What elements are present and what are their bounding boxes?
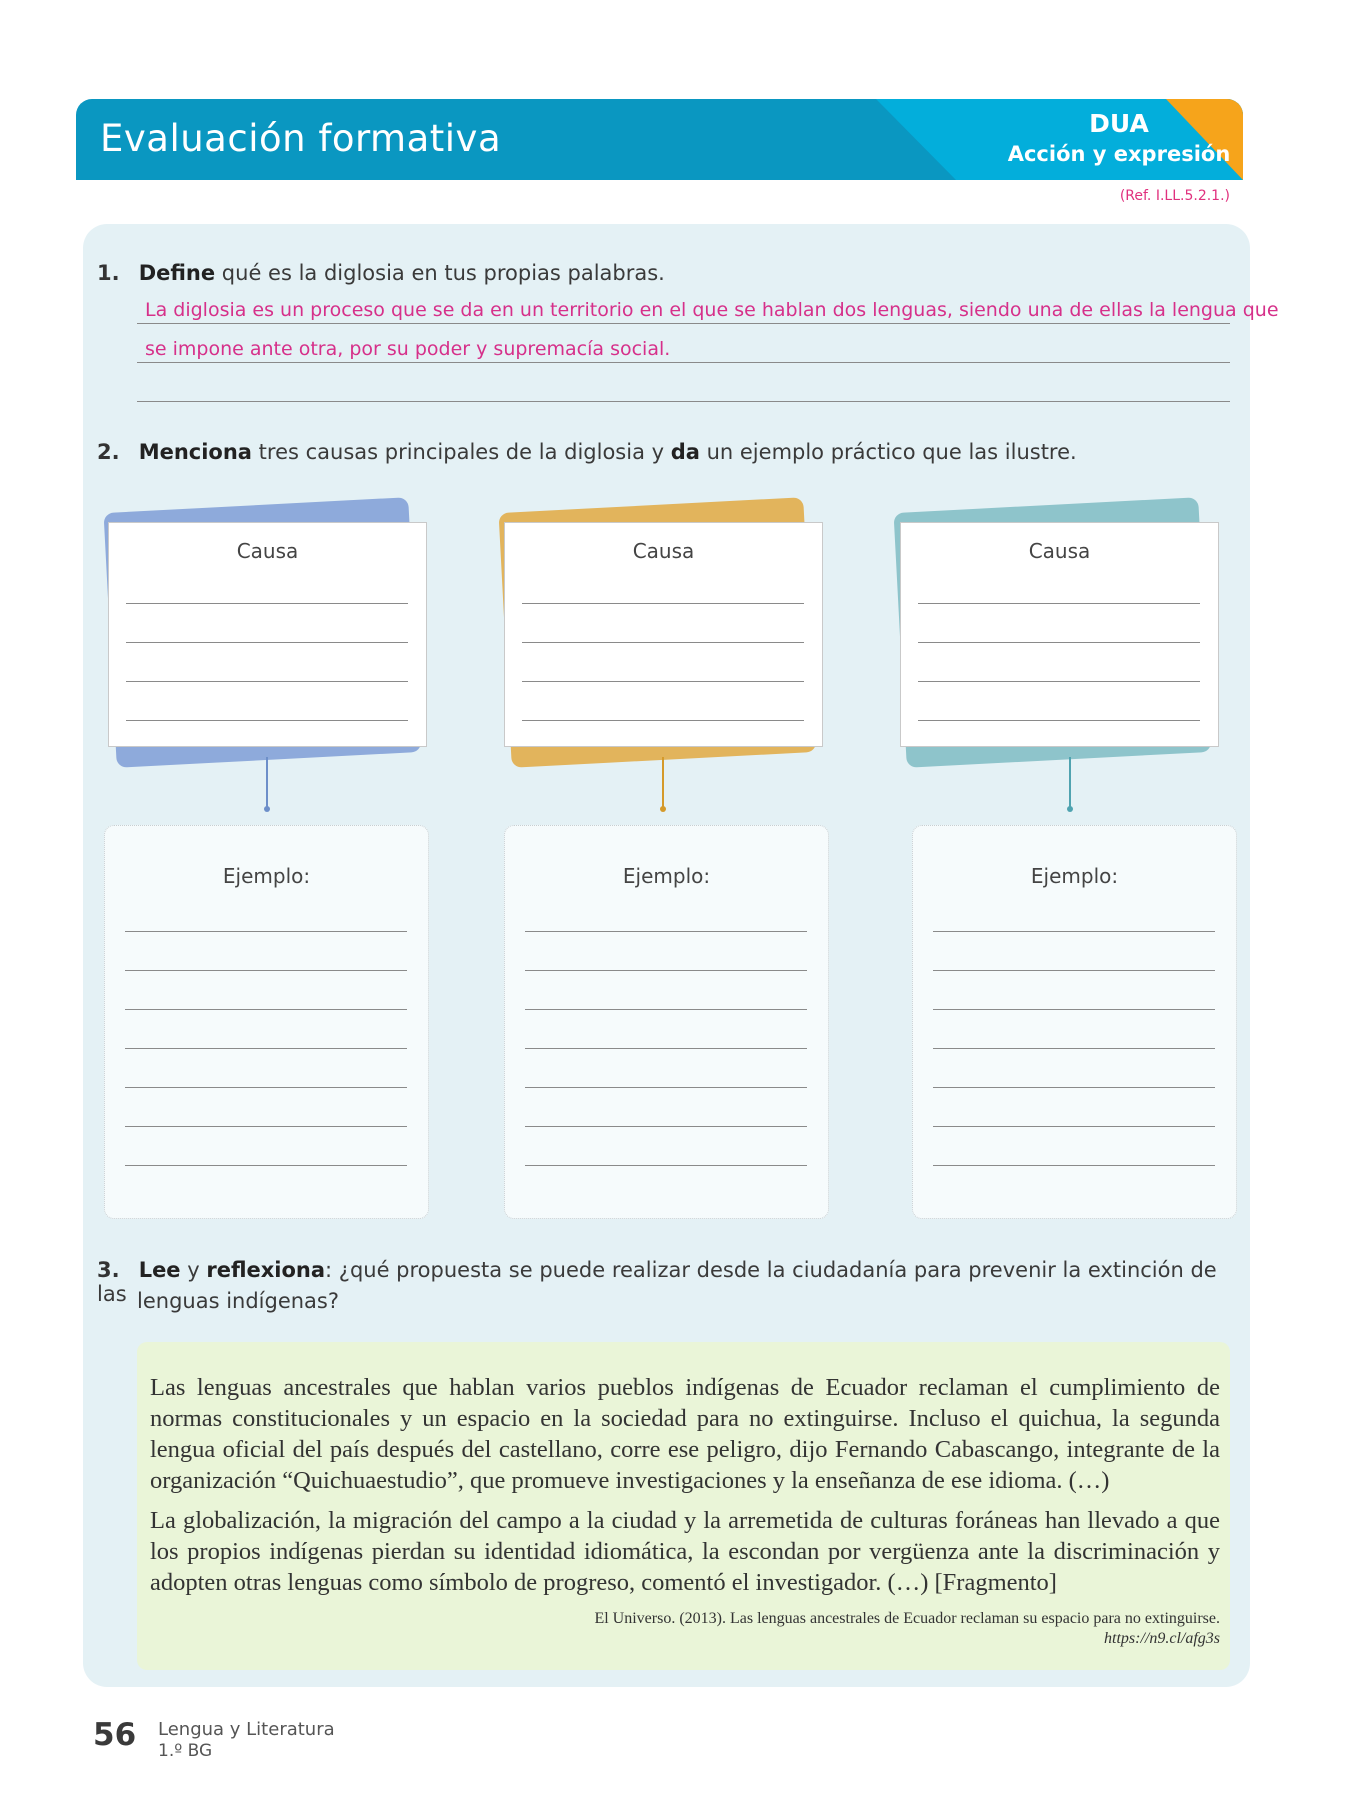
cause-2-line[interactable] bbox=[522, 681, 804, 682]
example-2-line[interactable] bbox=[525, 1087, 807, 1088]
example-2-line[interactable] bbox=[525, 1009, 807, 1010]
example-3-line[interactable] bbox=[933, 970, 1215, 971]
example-box-1[interactable] bbox=[104, 825, 429, 1219]
q3-text-1: y bbox=[180, 1258, 207, 1282]
q1-rule-1[interactable] bbox=[137, 323, 1230, 324]
subject-name: Lengua y Literatura bbox=[158, 1719, 335, 1740]
q2-number: 2. bbox=[97, 440, 120, 464]
dua-subtitle: Acción y expresión bbox=[1007, 142, 1231, 166]
q1-answer-line-1: La diglosia es un proceso que se da en un territorio en el que se hablan dos lenguas, siendo una de ellas la lengua que bbox=[145, 299, 1279, 321]
example-3-line[interactable] bbox=[933, 1048, 1215, 1049]
connector-3 bbox=[1069, 757, 1071, 809]
cause-card-3[interactable] bbox=[900, 522, 1219, 747]
example-1-line[interactable] bbox=[125, 931, 407, 932]
excerpt-source: El Universo. (2013). Las lenguas ancestrales de Ecuador reclaman su espacio para no extinguirse. bbox=[594, 1610, 1220, 1627]
q3-text-2: : ¿qué propuesta se puede realizar desde la ciudadanía para prevenir la extinción de las bbox=[97, 1258, 1217, 1306]
cause-label-3: Causa bbox=[1028, 539, 1091, 563]
q3-number: 3. bbox=[97, 1258, 120, 1282]
example-2-line[interactable] bbox=[525, 970, 807, 971]
connector-2 bbox=[662, 757, 664, 809]
cause-3-line[interactable] bbox=[918, 642, 1200, 643]
cause-card-2[interactable] bbox=[504, 522, 823, 747]
excerpt-paragraph-2: La globalización, la migración del campo a la ciudad y la arremetida de culturas foráneas han llevado a que los propios indígenas pierdan su identidad idiomática, la escondan por vergüenza ante la discriminación y adopten otras lenguas como símbolo de progreso, comentó el investigador. (…) [Fragmento] bbox=[150, 1507, 1220, 1596]
q1-rule-3[interactable] bbox=[137, 401, 1230, 402]
example-1-line[interactable] bbox=[125, 1048, 407, 1049]
example-2-line[interactable] bbox=[525, 1048, 807, 1049]
cause-label-2: Causa bbox=[632, 539, 695, 563]
cause-3-line[interactable] bbox=[918, 681, 1200, 682]
cause-1-line[interactable] bbox=[126, 603, 408, 604]
excerpt-link[interactable]: https://n9.cl/afg3s bbox=[1104, 1630, 1220, 1647]
q2-text-1: tres causas principales de la diglosia y bbox=[251, 440, 671, 464]
example-label-2: Ejemplo: bbox=[622, 864, 711, 888]
example-label-1: Ejemplo: bbox=[222, 864, 311, 888]
q1-rule-2[interactable] bbox=[137, 362, 1230, 363]
q1-number: 1. bbox=[97, 261, 120, 285]
cause-1-line[interactable] bbox=[126, 681, 408, 682]
excerpt-paragraph-1: Las lenguas ancestrales que hablan varios pueblos indígenas de Ecuador reclaman el cumplimiento de normas constitucionales y un espacio en la sociedad para no extinguirse. Incluso el quichua, la segunda lengua oficial del país después del castellano, corre ese peligro, dijo Fernando Cabascango, integrante de la organización “Quichuaestudio”, que promueve investigaciones y la enseñanza de ese idioma. (…) bbox=[150, 1374, 1220, 1494]
curriculum-reference: (Ref. I.LL.5.2.1.) bbox=[1119, 188, 1230, 204]
example-1-line[interactable] bbox=[125, 1009, 407, 1010]
example-1-line[interactable] bbox=[125, 1087, 407, 1088]
cause-2-line[interactable] bbox=[522, 603, 804, 604]
cause-1-line[interactable] bbox=[126, 642, 408, 643]
example-1-line[interactable] bbox=[125, 1165, 407, 1166]
example-3-line[interactable] bbox=[933, 1009, 1215, 1010]
example-1-line[interactable] bbox=[125, 1126, 407, 1127]
q1-text: qué es la diglosia en tus propias palabras. bbox=[215, 261, 665, 285]
q2-prompt bbox=[97, 440, 1077, 464]
example-box-3[interactable] bbox=[912, 825, 1237, 1219]
q3-text-3: lenguas indígenas? bbox=[137, 1289, 340, 1313]
example-label-3: Ejemplo: bbox=[1030, 864, 1119, 888]
section-header bbox=[76, 99, 1243, 180]
cause-2-line[interactable] bbox=[522, 642, 804, 643]
q1-answer-line-2: se impone ante otra, por su poder y supremacía social. bbox=[145, 338, 671, 360]
cause-2-line[interactable] bbox=[522, 720, 804, 721]
cause-label-1: Causa bbox=[236, 539, 299, 563]
cause-1-line[interactable] bbox=[126, 720, 408, 721]
example-box-2[interactable] bbox=[504, 825, 829, 1219]
q3-verb-2: reflexiona bbox=[206, 1258, 326, 1282]
cause-3-line[interactable] bbox=[918, 720, 1200, 721]
connector-1 bbox=[266, 757, 268, 809]
example-1-line[interactable] bbox=[125, 970, 407, 971]
example-2-line[interactable] bbox=[525, 931, 807, 932]
q2-text-2: un ejemplo práctico que las ilustre. bbox=[699, 440, 1077, 464]
example-2-line[interactable] bbox=[525, 1126, 807, 1127]
dua-title: DUA bbox=[1089, 109, 1149, 138]
example-3-line[interactable] bbox=[933, 931, 1215, 932]
cause-card-1[interactable] bbox=[108, 522, 427, 747]
q1-verb: Define bbox=[138, 261, 216, 285]
section-title: Evaluación formativa bbox=[100, 117, 502, 160]
grade-level: 1.º BG bbox=[158, 1741, 213, 1761]
q2-verb-1: Menciona bbox=[138, 440, 252, 464]
example-3-line[interactable] bbox=[933, 1087, 1215, 1088]
reading-excerpt bbox=[137, 1342, 1230, 1670]
connector-2-dot bbox=[660, 806, 666, 812]
connector-3-dot bbox=[1067, 806, 1073, 812]
q3-verb-1: Lee bbox=[138, 1258, 181, 1282]
connector-1-dot bbox=[264, 806, 270, 812]
q1-prompt bbox=[97, 261, 665, 285]
q2-verb-2: da bbox=[670, 440, 700, 464]
example-2-line[interactable] bbox=[525, 1165, 807, 1166]
example-3-line[interactable] bbox=[933, 1126, 1215, 1127]
cause-3-line[interactable] bbox=[918, 603, 1200, 604]
page-number: 56 bbox=[93, 1717, 137, 1753]
example-3-line[interactable] bbox=[933, 1165, 1215, 1166]
